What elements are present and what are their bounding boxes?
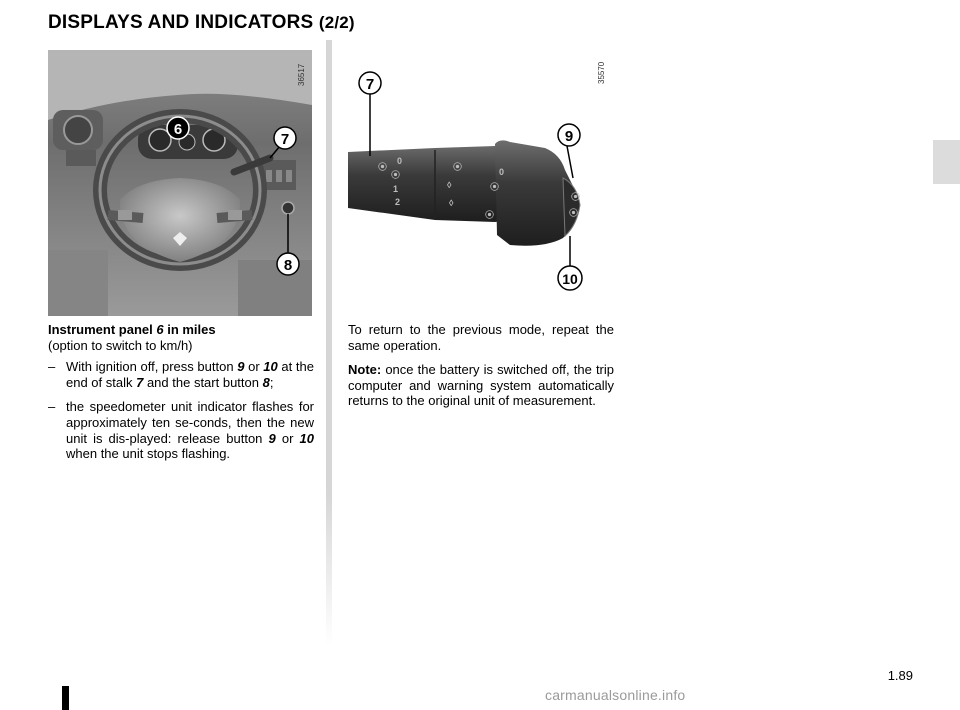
caption-text-b: in miles xyxy=(163,322,216,337)
list-item xyxy=(48,399,314,461)
watermark: carmanualsonline.info xyxy=(545,687,686,703)
page-number: 1.89 xyxy=(887,668,913,683)
dashboard-illustration xyxy=(48,50,312,316)
svg-text:0: 0 xyxy=(397,156,403,166)
svg-text:⦿: ⦿ xyxy=(571,192,581,202)
list-item xyxy=(48,359,314,390)
note-text: once the battery is switched off, the trip computer and warning system automatically returns to the original unit of measurement. xyxy=(348,362,614,409)
caption-subtitle: (option to switch to km/h) xyxy=(48,337,193,353)
svg-text:⦿: ⦿ xyxy=(569,208,579,218)
b1-end: ; xyxy=(269,374,274,390)
page-title xyxy=(48,12,355,34)
ref-9: 9 xyxy=(268,430,276,446)
svg-text:⦿: ⦿ xyxy=(485,210,495,220)
stalk-illustration xyxy=(345,60,605,300)
b1-or: or xyxy=(244,359,264,375)
b2-text-b: when the unit stops flashing. xyxy=(66,446,231,462)
caption-text-a: Instrument panel xyxy=(48,322,157,337)
b2-or: or xyxy=(275,430,300,446)
ref-9: 9 xyxy=(237,359,245,375)
left-text-column xyxy=(48,322,314,471)
title-main: DISPLAYS AND INDICATORS xyxy=(48,12,314,33)
figure-code-right: 35570 xyxy=(597,61,606,84)
right-text-column xyxy=(348,322,614,409)
svg-text:0: 0 xyxy=(499,167,505,177)
note-label: Note: xyxy=(348,362,382,378)
figure-caption xyxy=(48,322,314,338)
title-part: (2/2) xyxy=(318,13,355,32)
b1-text-b: at the end of stalk xyxy=(66,359,314,390)
dashboard-figure xyxy=(48,50,312,316)
callout-8-label: 8 xyxy=(283,257,293,274)
svg-text:⦿: ⦿ xyxy=(378,162,388,172)
ref-10: 10 xyxy=(299,430,314,446)
footer-mark xyxy=(62,686,69,710)
section-tab xyxy=(933,140,960,184)
svg-text:1: 1 xyxy=(393,184,399,194)
callout-7-stalk-label: 7 xyxy=(365,76,375,93)
svg-text:2: 2 xyxy=(395,197,401,207)
b1-text-a: With ignition off, press button xyxy=(66,359,238,375)
b2-text-a: the speedometer unit indicator flashes for approximately ten se-conds, then the new unit is dis-played: release button xyxy=(66,399,314,446)
note-paragraph xyxy=(348,362,614,409)
paragraph-repeat: To return to the previous mode, repeat the same operation. xyxy=(348,322,614,353)
svg-text:⦿: ⦿ xyxy=(391,170,401,180)
ref-8: 8 xyxy=(262,374,270,390)
ref-10: 10 xyxy=(263,359,278,375)
caption-ref-6: 6 xyxy=(156,322,164,337)
callout-7-label: 7 xyxy=(280,131,290,148)
svg-text:◊: ◊ xyxy=(447,180,452,190)
column-divider xyxy=(326,40,332,645)
svg-text:◊: ◊ xyxy=(449,198,454,208)
callout-6-label: 6 xyxy=(173,121,183,138)
svg-text:⦿: ⦿ xyxy=(490,182,500,192)
b1-text-c: and the start button xyxy=(143,374,263,390)
figure-code-left: 36517 xyxy=(297,63,306,86)
instruction-list xyxy=(48,359,314,462)
ref-7: 7 xyxy=(136,374,144,390)
callout-9-label: 9 xyxy=(564,128,574,145)
stalk-figure xyxy=(345,60,605,300)
callout-10-label: 10 xyxy=(562,271,578,287)
svg-text:⦿: ⦿ xyxy=(453,162,463,172)
